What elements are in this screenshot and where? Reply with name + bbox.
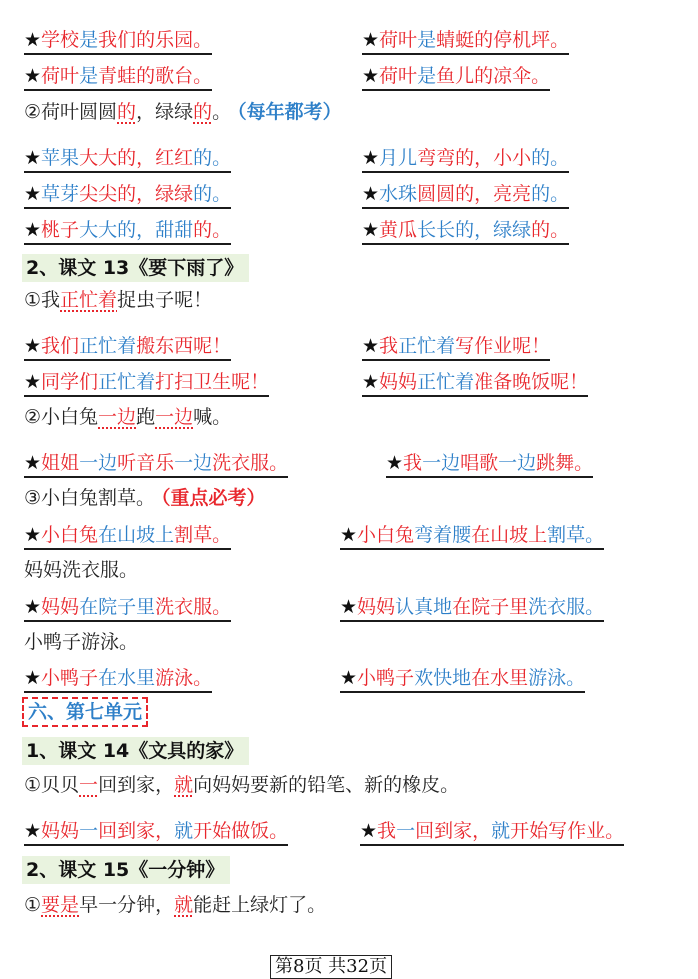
example-left: ★妈妈在院子里洗衣服。 <box>24 595 231 622</box>
sentence-pattern-13-1: ①我正忙着捉虫子呢！ <box>24 289 213 311</box>
base-sentence: 小鸭子游泳。 <box>24 631 139 653</box>
example-right: ★我正忙着写作业呢！ <box>362 334 550 361</box>
lesson-13-heading: 2、课文 13《要下雨了》 <box>22 254 249 282</box>
base-sentence: 妈妈洗衣服。 <box>24 559 139 581</box>
example-right: ★荷叶是蜻蜓的停机坪。 <box>362 28 569 55</box>
example-left: ★我们正忙着搬东西呢！ <box>24 334 231 361</box>
example-right: ★我一边唱歌一边跳舞。 <box>386 451 593 478</box>
sentence-pattern-15: ①要是早一分钟，就能赶上绿灯了。 <box>24 894 327 916</box>
example-right: ★水珠圆圆的，亮亮的。 <box>362 182 569 209</box>
example-row <box>24 370 698 398</box>
example-left: ★草芽尖尖的，绿绿的。 <box>24 182 231 209</box>
example-row <box>24 334 698 362</box>
example-row <box>24 595 698 623</box>
example-left: ★苹果大大的，红红的。 <box>24 146 231 173</box>
exam-tag: （每年都考） <box>237 101 342 123</box>
example-right: ★小白兔弯着腰在山坡上割草。 <box>340 523 604 550</box>
example-right: ★妈妈认真地在院子里洗衣服。 <box>340 595 604 622</box>
example-row <box>24 28 698 56</box>
sentence-pattern-13-2: ②小白兔一边跑一边喊。 <box>24 406 232 428</box>
example-right: ★妈妈正忙着准备晚饭呢！ <box>362 370 588 397</box>
example-row <box>24 666 698 694</box>
example-row <box>24 218 698 246</box>
page-number: 第8页 共32页 <box>270 955 392 979</box>
example-left: ★桃子大大的，甜甜的。 <box>24 218 231 245</box>
example-right: ★黄瓜长长的，绿绿的。 <box>362 218 569 245</box>
lesson-15-heading: 2、课文 15《一分钟》 <box>22 856 230 884</box>
exam-tag: （重点必考） <box>161 487 266 509</box>
example-right: ★荷叶是鱼儿的凉伞。 <box>362 64 550 91</box>
example-left: ★小白兔在山坡上割草。 <box>24 523 231 550</box>
example-row <box>24 146 698 174</box>
sentence-pattern-13-3: ③小白兔割草。 （重点必考） <box>24 487 266 509</box>
example-right: ★我一回到家，就开始写作业。 <box>360 819 624 846</box>
example-row <box>24 182 698 210</box>
example-left: ★姐姐一边听音乐一边洗衣服。 <box>24 451 288 478</box>
lesson-14-heading: 1、课文 14《文具的家》 <box>22 737 249 765</box>
example-right: ★月儿弯弯的，小小的。 <box>362 146 569 173</box>
example-left: ★小鸭子在水里游泳。 <box>24 666 212 693</box>
unit-heading: 六、第七单元 <box>22 697 148 727</box>
sentence-pattern-14: ①贝贝一回到家，就向妈妈要新的铅笔、新的橡皮。 <box>24 774 460 796</box>
example-row <box>24 523 698 551</box>
example-left: ★学校是我们的乐园。 <box>24 28 212 55</box>
example-row <box>24 819 698 847</box>
example-row <box>24 451 698 479</box>
example-right: ★小鸭子欢快地在水里游泳。 <box>340 666 585 693</box>
sentence-pattern-2: ②荷叶圆圆的，绿绿的。 （每年都考） <box>24 101 342 123</box>
example-row <box>24 64 698 92</box>
example-left: ★同学们正忙着打扫卫生呢！ <box>24 370 269 397</box>
example-left: ★妈妈一回到家，就开始做饭。 <box>24 819 288 846</box>
example-left: ★荷叶是青蛙的歌台。 <box>24 64 212 91</box>
